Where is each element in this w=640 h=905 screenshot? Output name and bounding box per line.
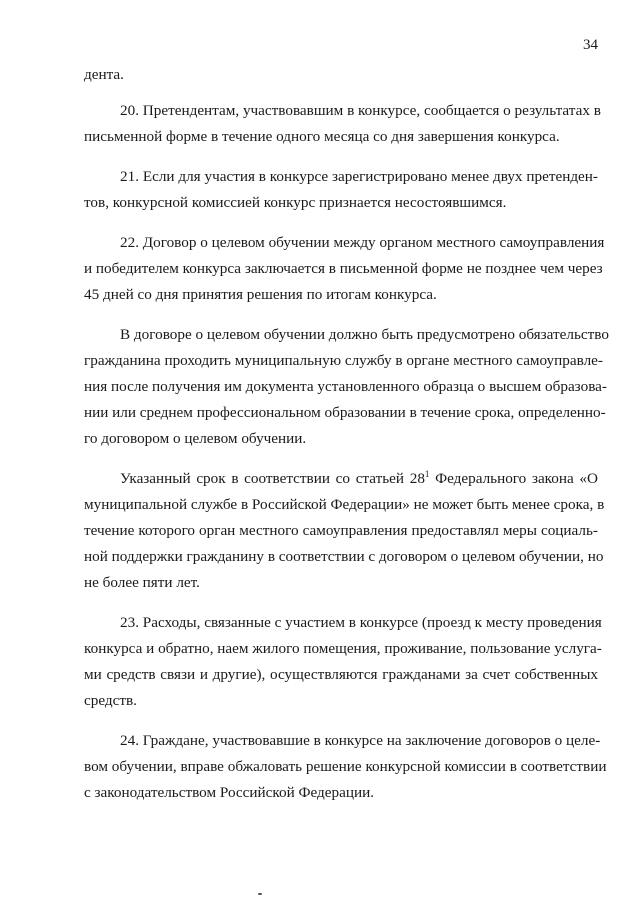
text-line: не более пяти лет.: [84, 574, 200, 591]
text-line: 23. Расходы, связанные с участием в конкурсе (проезд к месту проведения: [120, 614, 602, 631]
footnote-superscript: 1: [424, 468, 430, 479]
document-body: [84, 62, 609, 820]
text-line: конкурса и обратно, наем жилого помещения, проживание, пользование услуга-: [84, 640, 602, 657]
page-number: 34: [583, 37, 598, 53]
scan-mark: [258, 893, 262, 895]
text-line: течение которого орган местного самоуправления предоставлял меры социаль-: [84, 522, 598, 539]
text-segment: Указанный срок в соответствии со статьей 28: [120, 470, 425, 487]
text-line: 21. Если для участия в конкурсе зарегистрировано менее двух претенден-: [120, 168, 598, 185]
paragraph-item-22: [84, 230, 605, 308]
text-line: письменной форме в течение одного месяца со дня завершения конкурса.: [84, 128, 560, 145]
text-line: гражданина проходить муниципальную службу в органе местного самоуправле-: [84, 352, 603, 369]
text-line: дента.: [84, 66, 124, 83]
text-line: ной поддержки гражданину в соответствии с договором о целевом обучении, но: [84, 548, 604, 565]
text-line: 24. Граждане, участвовавшие в конкурсе на заключение договоров о целе-: [120, 732, 601, 749]
text-line: [84, 466, 598, 492]
text-line: нии или среднем профессиональном образовании в течение срока, определенно-: [84, 404, 606, 421]
paragraph-term-limit: [84, 466, 605, 596]
text-line: с законодательством Российской Федерации.: [84, 784, 375, 801]
text-line: 22. Договор о целевом обучении между органом местного самоуправления: [120, 234, 605, 251]
text-line: В договоре о целевом обучении должно быть предусмотрено обязательство: [120, 326, 609, 343]
paragraph-item-20: [84, 98, 601, 150]
text-line: муниципальной службе в Российской Федерации» не может быть менее срока, в: [84, 496, 605, 513]
text-line: 20. Претендентам, участвовавшим в конкурсе, сообщается о результатах в: [120, 102, 601, 119]
text-line: 45 дней со дня принятия решения по итогам конкурса.: [84, 286, 437, 303]
text-line: ния после получения им документа установленного образца о высшем образова-: [84, 378, 607, 395]
text-line: средств.: [84, 692, 137, 709]
paragraph-contract-obligation: [84, 322, 609, 452]
text-line: вом обучении, вправе обжаловать решение конкурсной комиссии в соответствии: [84, 758, 607, 775]
text-segment: Федерального закона «О: [429, 470, 598, 487]
text-line: го договором о целевом обучении.: [84, 430, 307, 447]
text-line: и победителем конкурса заключается в письменной форме не позднее чем через: [84, 260, 603, 277]
paragraph-continuation: [84, 62, 598, 88]
paragraph-item-23: [84, 610, 602, 714]
text-line: ми средств связи и другие), осуществляются гражданами за счет собственных: [84, 666, 598, 683]
paragraph-item-24: [84, 728, 607, 806]
paragraph-item-21: [84, 164, 598, 216]
text-line: тов, конкурсной комиссией конкурс признается несостоявшимся.: [84, 194, 507, 211]
